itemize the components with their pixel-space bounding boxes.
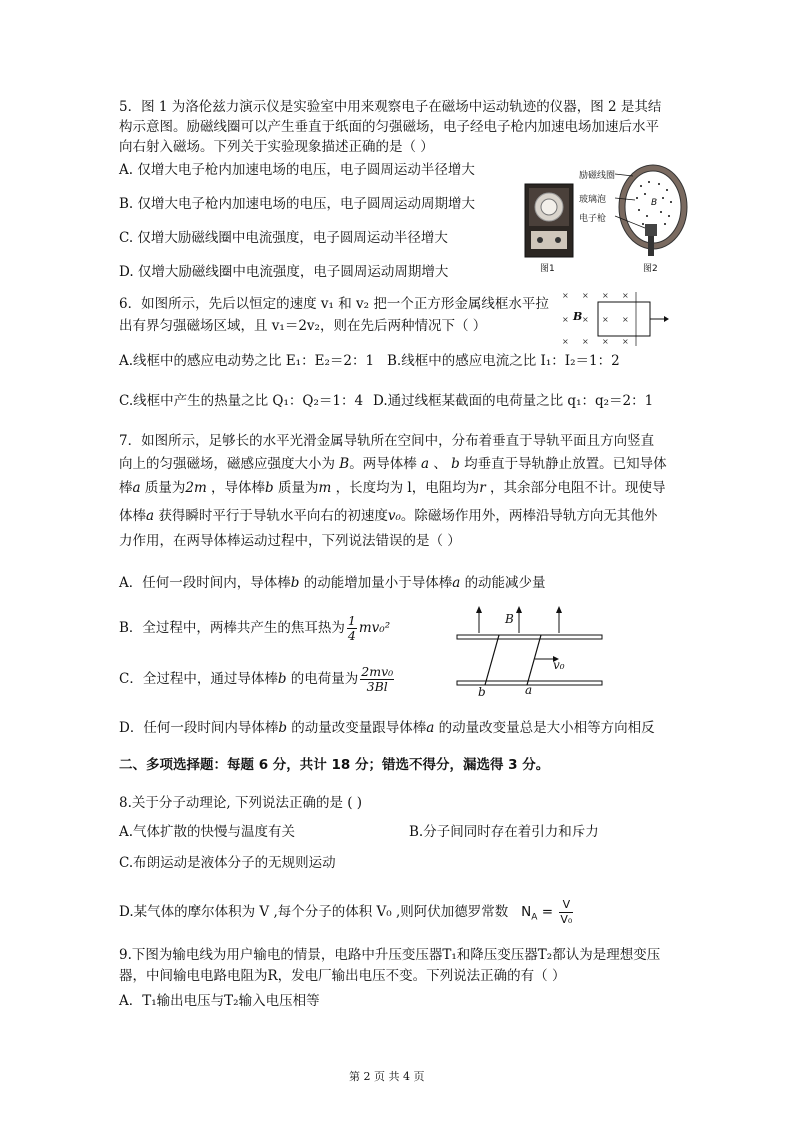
q8-stem: 8.关于分子动理论, 下列说法正确的是 ( ) — [119, 795, 363, 811]
q5-stem-line-3: 向右射入磁场。下列关于实验现象描述正确的是（ ） — [119, 139, 434, 155]
q7-stem-line-2: 向上的匀强磁场，磁感应强度大小为 B。两导体棒 a 、 b 均垂直于导轨静止放置。已知导体 — [119, 456, 667, 472]
svg-text:×: × — [602, 291, 609, 300]
q5-label-coil: 励磁线圈 — [579, 171, 616, 181]
q6-option-a: A.线框中的感应电动势之比 E₁：E₂＝2：1 — [119, 353, 375, 369]
q7-fig-label-v0: v₀ — [553, 658, 565, 672]
q5-figure-1-device — [524, 183, 574, 258]
q7-stem-line-1: 7．如图所示，足够长的水平光滑金属导轨所在空间中，分布着垂直于导轨平面且方向竖直 — [119, 433, 655, 449]
section-2-heading: 二、多项选择题：每题 6 分，共计 18 分；错选不得分，漏选得 3 分。 — [119, 757, 550, 773]
q6-stem-line-1: 6．如图所示，先后以恒定的速度 v₁ 和 v₂ 把一个正方形金属线框水平拉 — [119, 296, 549, 312]
q7-stem-line-3: 棒a 质量为2m ，导体棒b 质量为m ，长度均为 l，电阻均为r ，其余部分电阻不计。现使导 — [119, 480, 666, 496]
q9-stem-line-2: 器，中间输电电路电阻为R，发电厂输出电压不变。下列说法正确的有（ ） — [119, 968, 566, 984]
q8-option-a: A.气体扩散的快慢与温度有关 — [119, 824, 296, 840]
svg-text:×: × — [622, 337, 629, 346]
svg-text:×: × — [602, 315, 609, 324]
q7-stem-line-4: 体棒a 获得瞬时平行于导轨水平向右的初速度v₀。除磁场作用外，两棒沿导轨方向无其他外 — [119, 508, 658, 524]
svg-text:×: × — [602, 337, 609, 346]
q5-label-gun: 电子枪 — [579, 214, 607, 224]
q9-option-a: A．T₁输出电压与T₂输入电压相等 — [119, 993, 320, 1009]
q7-fig-label-b-field: B — [505, 612, 514, 626]
q6-option-d: D.通过线框某截面的电荷量之比 q₁：q₂＝2：1 — [373, 393, 654, 409]
q5-fig2-caption: 图2 — [643, 264, 658, 274]
svg-text:×: × — [582, 337, 589, 346]
q5-label-b: B — [651, 198, 658, 208]
svg-text:×: × — [562, 337, 569, 346]
q5-option-d: D. 仅增大励磁线圈中电流强度，电子圆周运动周期增大 — [119, 264, 449, 280]
svg-text:×: × — [582, 291, 589, 300]
svg-text:×: × — [562, 315, 569, 324]
q5-option-a: A. 仅增大电子枪内加速电场的电压，电子圆周运动半径增大 — [119, 162, 475, 178]
svg-text:×: × — [562, 291, 569, 300]
q6-option-b: B.线框中的感应电流之比 I₁：I₂＝1：2 — [387, 353, 620, 369]
q5-stem-line-1: 5．图 1 为洛伦兹力演示仪是实验室中用来观察电子在磁场中运动轨迹的仪器，图 2 是其结 — [119, 99, 662, 115]
q5-option-c: C. 仅增大励磁线圈中电流强度，电子圆周运动半径增大 — [119, 230, 448, 246]
q5-fig1-caption: 图1 — [540, 264, 555, 274]
q7-fig-label-rod-b: b — [478, 685, 486, 699]
q6-stem-line-2: 出有界匀强磁场区域，且 v₁＝2v₂，则在先后两种情况下（ ） — [119, 318, 487, 334]
q5-stem-line-2: 构示意图。励磁线圈可以产生垂直于纸面的匀强磁场，电子经电子枪内加速电场加速后水平 — [119, 119, 659, 135]
page-footer: 第 2 页 共 4 页 — [349, 1070, 425, 1083]
q7-option-c: C．全过程中，通过导体棒b 的电荷量为 $\frac{\text{2mv₀}}{3Bl}$ — [119, 664, 394, 694]
q8-option-d: D.某气体的摩尔体积为 V ,每个分子的体积 V₀ ,则阿伏加德罗常数 $N_A$ = $\frac{V}{\text{V₀}}$ — [119, 898, 573, 926]
q7-fig-label-rod-a: a — [525, 683, 533, 697]
svg-text:×: × — [622, 315, 629, 324]
q7-option-b: B．全过程中，两棒共产生的焦耳热为 $\frac{1}{4}$ mv₀² — [119, 613, 391, 643]
q9-stem-line-1: 9.下图为输电线为用户输电的情景，电路中升压变压器T₁和降压变压器T₂都认为是理想变压 — [119, 947, 661, 963]
q8-option-c: C.布朗运动是液体分子的无规则运动 — [119, 855, 336, 871]
q6-option-c: C.线框中产生的热量之比 Q₁：Q₂＝1：4 — [119, 393, 364, 409]
q7-stem-line-5: 力作用，在两导体棒运动过程中，下列说法错误的是（ ） — [119, 533, 461, 549]
q7-option-a: A．任何一段时间内，导体棒b 的动能增加量小于导体棒a 的动能减少量 — [119, 575, 546, 591]
q5-option-b: B. 仅增大电子枪内加速电场的电压，电子圆周运动周期增大 — [119, 196, 476, 212]
svg-text:×: × — [622, 291, 629, 300]
svg-text:×: × — [582, 315, 589, 324]
q6-fig-label-b: B — [573, 310, 583, 323]
q7-option-d: D．任何一段时间内导体棒b 的动量改变量跟导体棒a 的动量改变量总是大小相等方向相反 — [119, 720, 655, 736]
q5-label-bulb: 玻璃泡 — [579, 195, 607, 205]
q8-option-b: B.分子间同时存在着引力和斥力 — [409, 824, 599, 840]
